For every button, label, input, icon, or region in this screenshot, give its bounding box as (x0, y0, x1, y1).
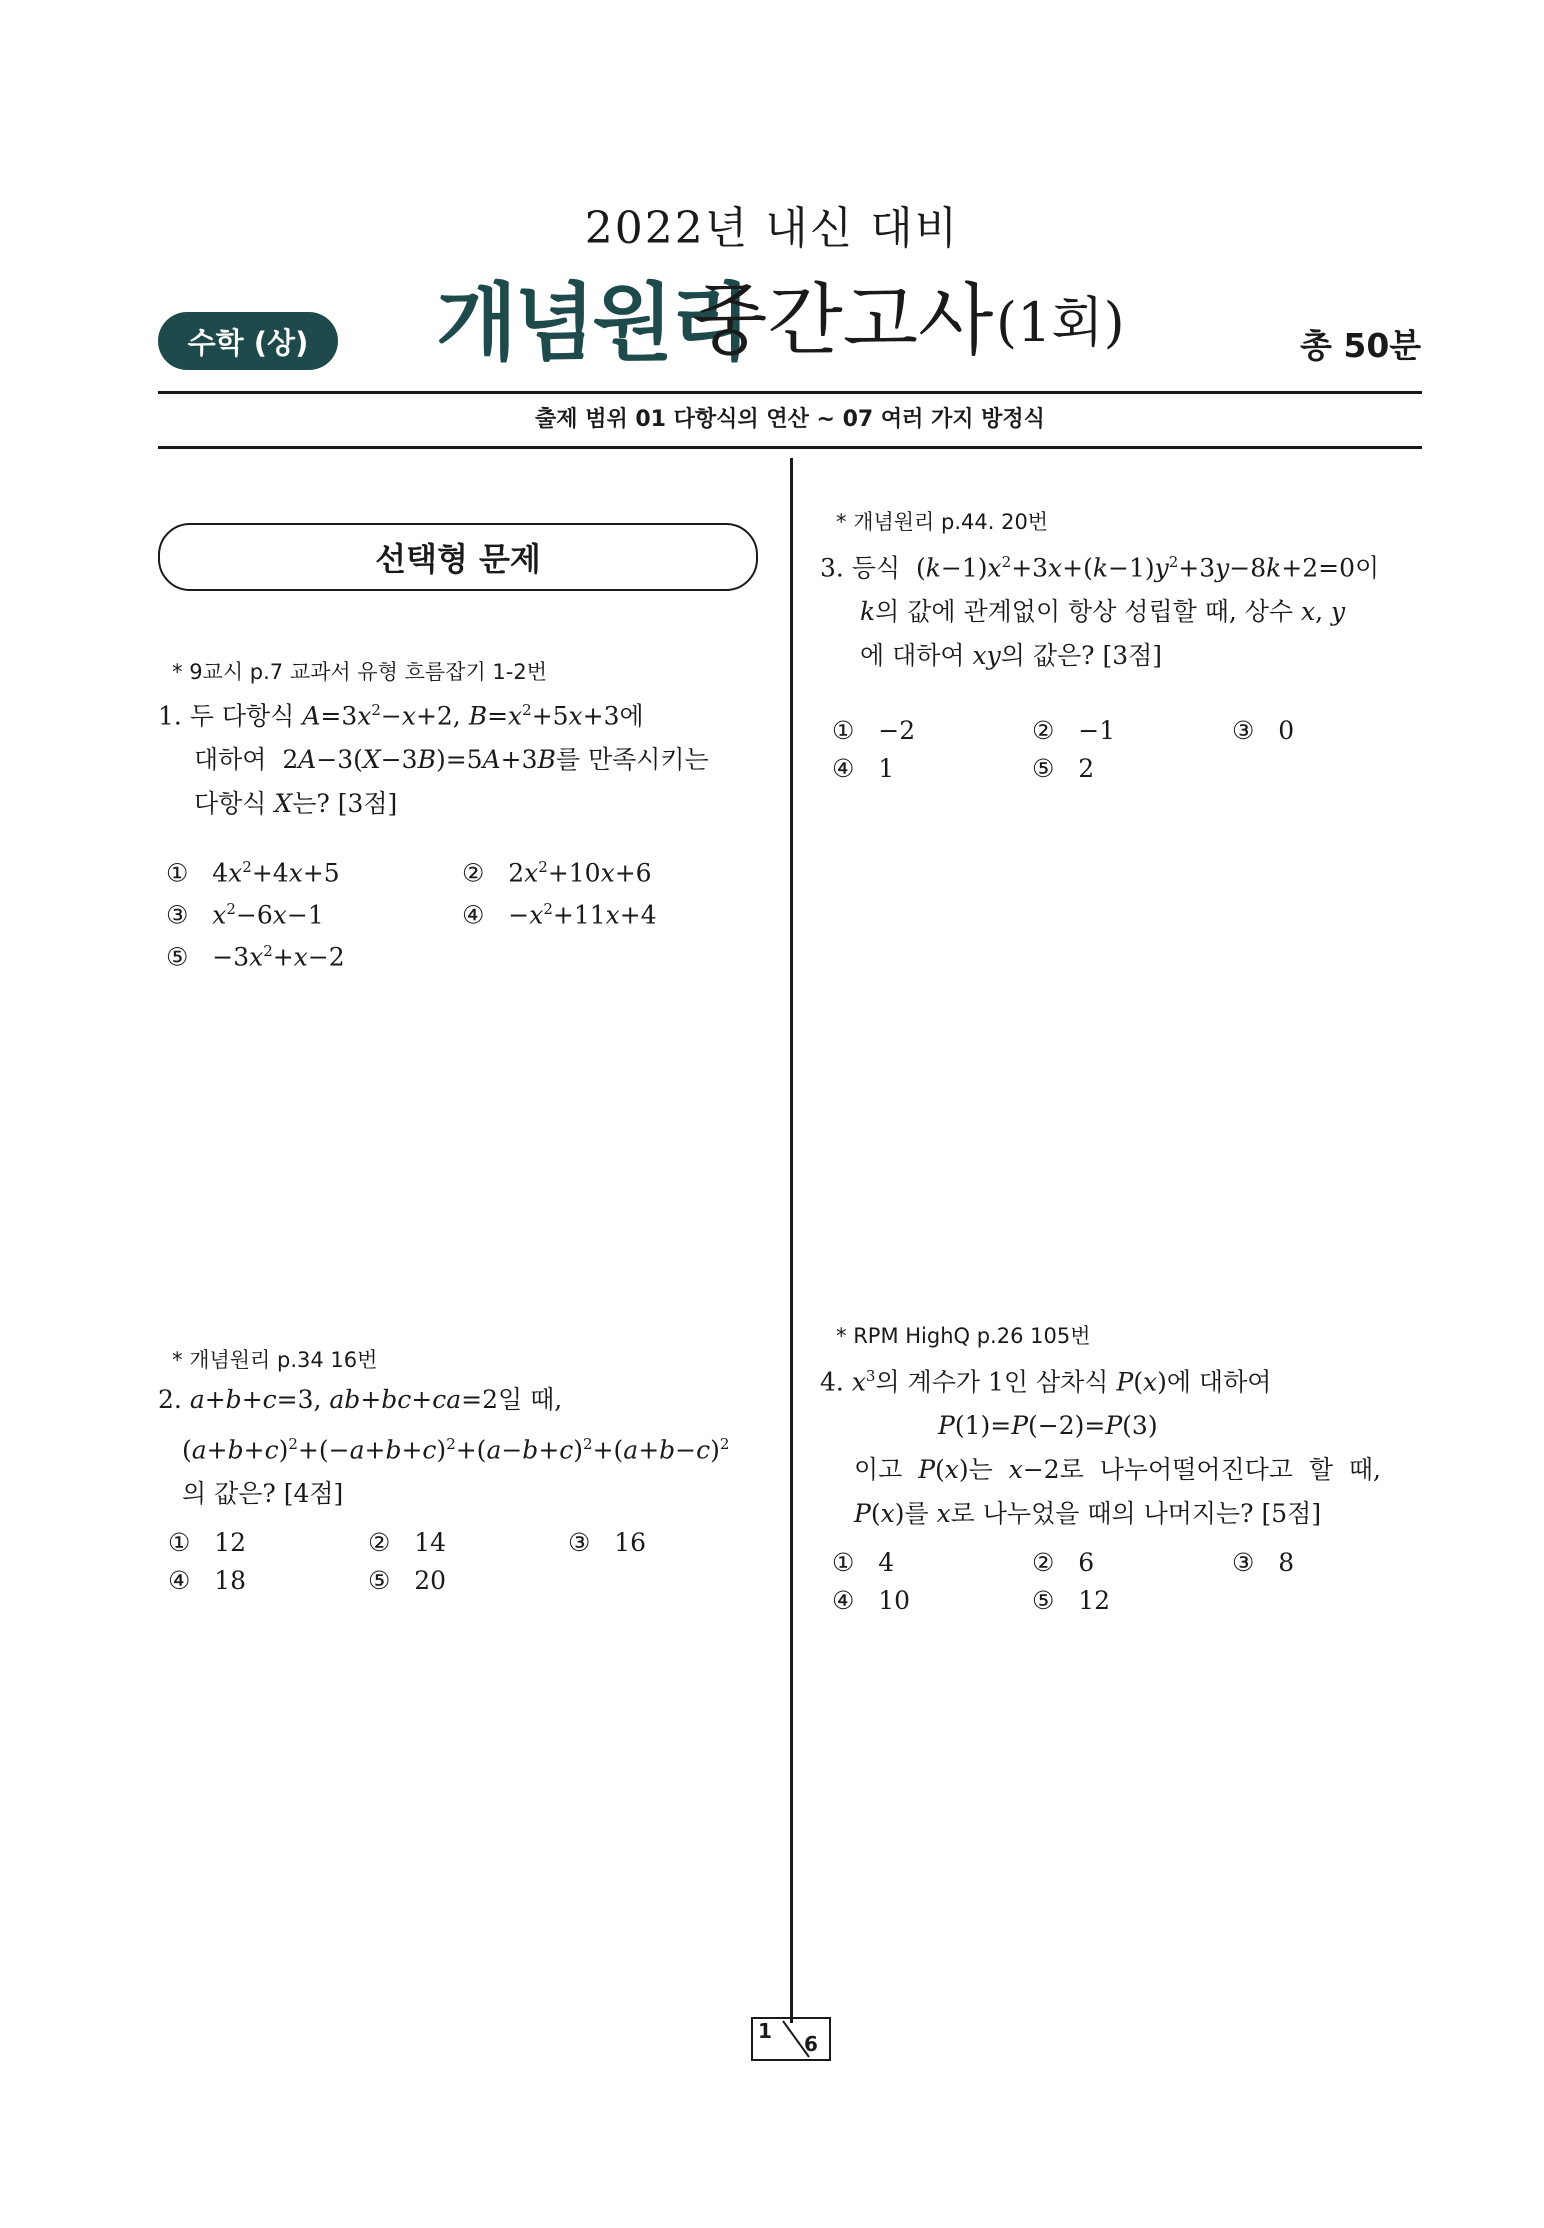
subject-badge: 수학 (상) (158, 312, 338, 370)
choice-4-3[interactable]: ③ 8 (1232, 1548, 1295, 1577)
column-divider (790, 458, 793, 2023)
question-4-text: 4. $x^3$의 계수가 1인 삼차식 P(x)에 대하여 P(1)=P(−2)=P(3) 이고 P(x)는 x−2로 나누어떨어진다고 할 때, P(x)를 x로 나누었을 때의 나머지는? [5점] (820, 1367, 1381, 1529)
question-4-source: * RPM HighQ p.26 105번 (836, 1324, 1091, 1348)
brand-logo: 개념원리 (436, 274, 749, 372)
asterisk-icon: * (836, 1324, 847, 1348)
choice-1-3[interactable]: ③ $x^2-6x-1$ (166, 900, 324, 930)
choice-2-4[interactable]: ④ 18 (168, 1566, 247, 1595)
choice-4-1[interactable]: ① 4 (832, 1548, 895, 1577)
question-number: 2. (158, 1385, 182, 1414)
question-3-text: 3. 등식 $(k-1)x^2+3x+(k-1)y^2+3y-8k+2=0$이 k의 값에 관계없이 항상 성립할 때, 상수 x, y 에 대하여 xy의 값은? [3점] (820, 553, 1380, 671)
total-time: 총 50분 (1300, 326, 1422, 365)
choice-3-4[interactable]: ④ 1 (832, 754, 895, 783)
choice-1-5[interactable]: ⑤ $-3x^2+x-2$ (166, 942, 345, 972)
choice-4-4[interactable]: ④ 10 (832, 1586, 911, 1615)
choice-2-2[interactable]: ② 14 (368, 1528, 447, 1557)
choice-1-1[interactable]: ① $4x^2+4x+5$ (166, 858, 340, 888)
year-line: 2022년 내신 대비 (584, 203, 960, 254)
choice-4-5[interactable]: ⑤ 12 (1032, 1586, 1111, 1615)
page-number: 1 (758, 2019, 772, 2043)
exam-scope: 출제 범위 01 다항식의 연산 ~ 07 여러 가지 방정식 (535, 407, 1045, 432)
question-1-source: * 9교시 p.7 교과서 유형 흐름잡기 1-2번 (172, 660, 548, 684)
choice-3-5[interactable]: ⑤ 2 (1032, 754, 1095, 783)
choice-2-5[interactable]: ⑤ 20 (368, 1566, 447, 1595)
question-3-source: * 개념원리 p.44. 20번 (836, 510, 1049, 534)
question-2-source: * 개념원리 p.34 16번 (172, 1348, 378, 1372)
section-title: 선택형 문제 (158, 523, 758, 591)
choice-3-3[interactable]: ③ 0 (1232, 716, 1295, 745)
question-number: 1. (158, 701, 182, 731)
asterisk-icon: * (172, 660, 183, 684)
choice-1-4[interactable]: ④ $-x^2+11x+4$ (462, 900, 657, 930)
question-number: 4. (820, 1367, 844, 1397)
question-2-text: 2. a+b+c=3, ab+bc+ca=2일 때, $(a+b+c)^2+(-a+b+c)^2+(a-b+c)^2+(a+b-c)^2$ 의 값은? [4점] (158, 1385, 730, 1509)
choice-4-2[interactable]: ② 6 (1032, 1548, 1095, 1577)
asterisk-icon: * (172, 1348, 183, 1372)
page-total: 6 (804, 2032, 818, 2056)
asterisk-icon: * (836, 510, 847, 534)
choice-2-3[interactable]: ③ 16 (568, 1528, 647, 1557)
header-divider-bottom (158, 446, 1422, 449)
choice-1-2[interactable]: ② $2x^2+10x+6$ (462, 858, 652, 888)
choice-3-1[interactable]: ① −2 (832, 716, 916, 745)
choice-3-2[interactable]: ② −1 (1032, 716, 1116, 745)
question-number: 3. (820, 553, 844, 583)
header-divider-top (158, 391, 1422, 394)
choice-2-1[interactable]: ① 12 (168, 1528, 247, 1557)
exam-round: (1회) (996, 291, 1125, 354)
question-1-text: 1. 두 다항식 $A=3x^2-x+2$, $B=x^2+5x+3$에 대하여 2A−3(X−3B)=5A+3B를 만족시키는 다항식 X는? [3점] (158, 701, 709, 819)
exam-title: 중간고사 (692, 276, 994, 366)
